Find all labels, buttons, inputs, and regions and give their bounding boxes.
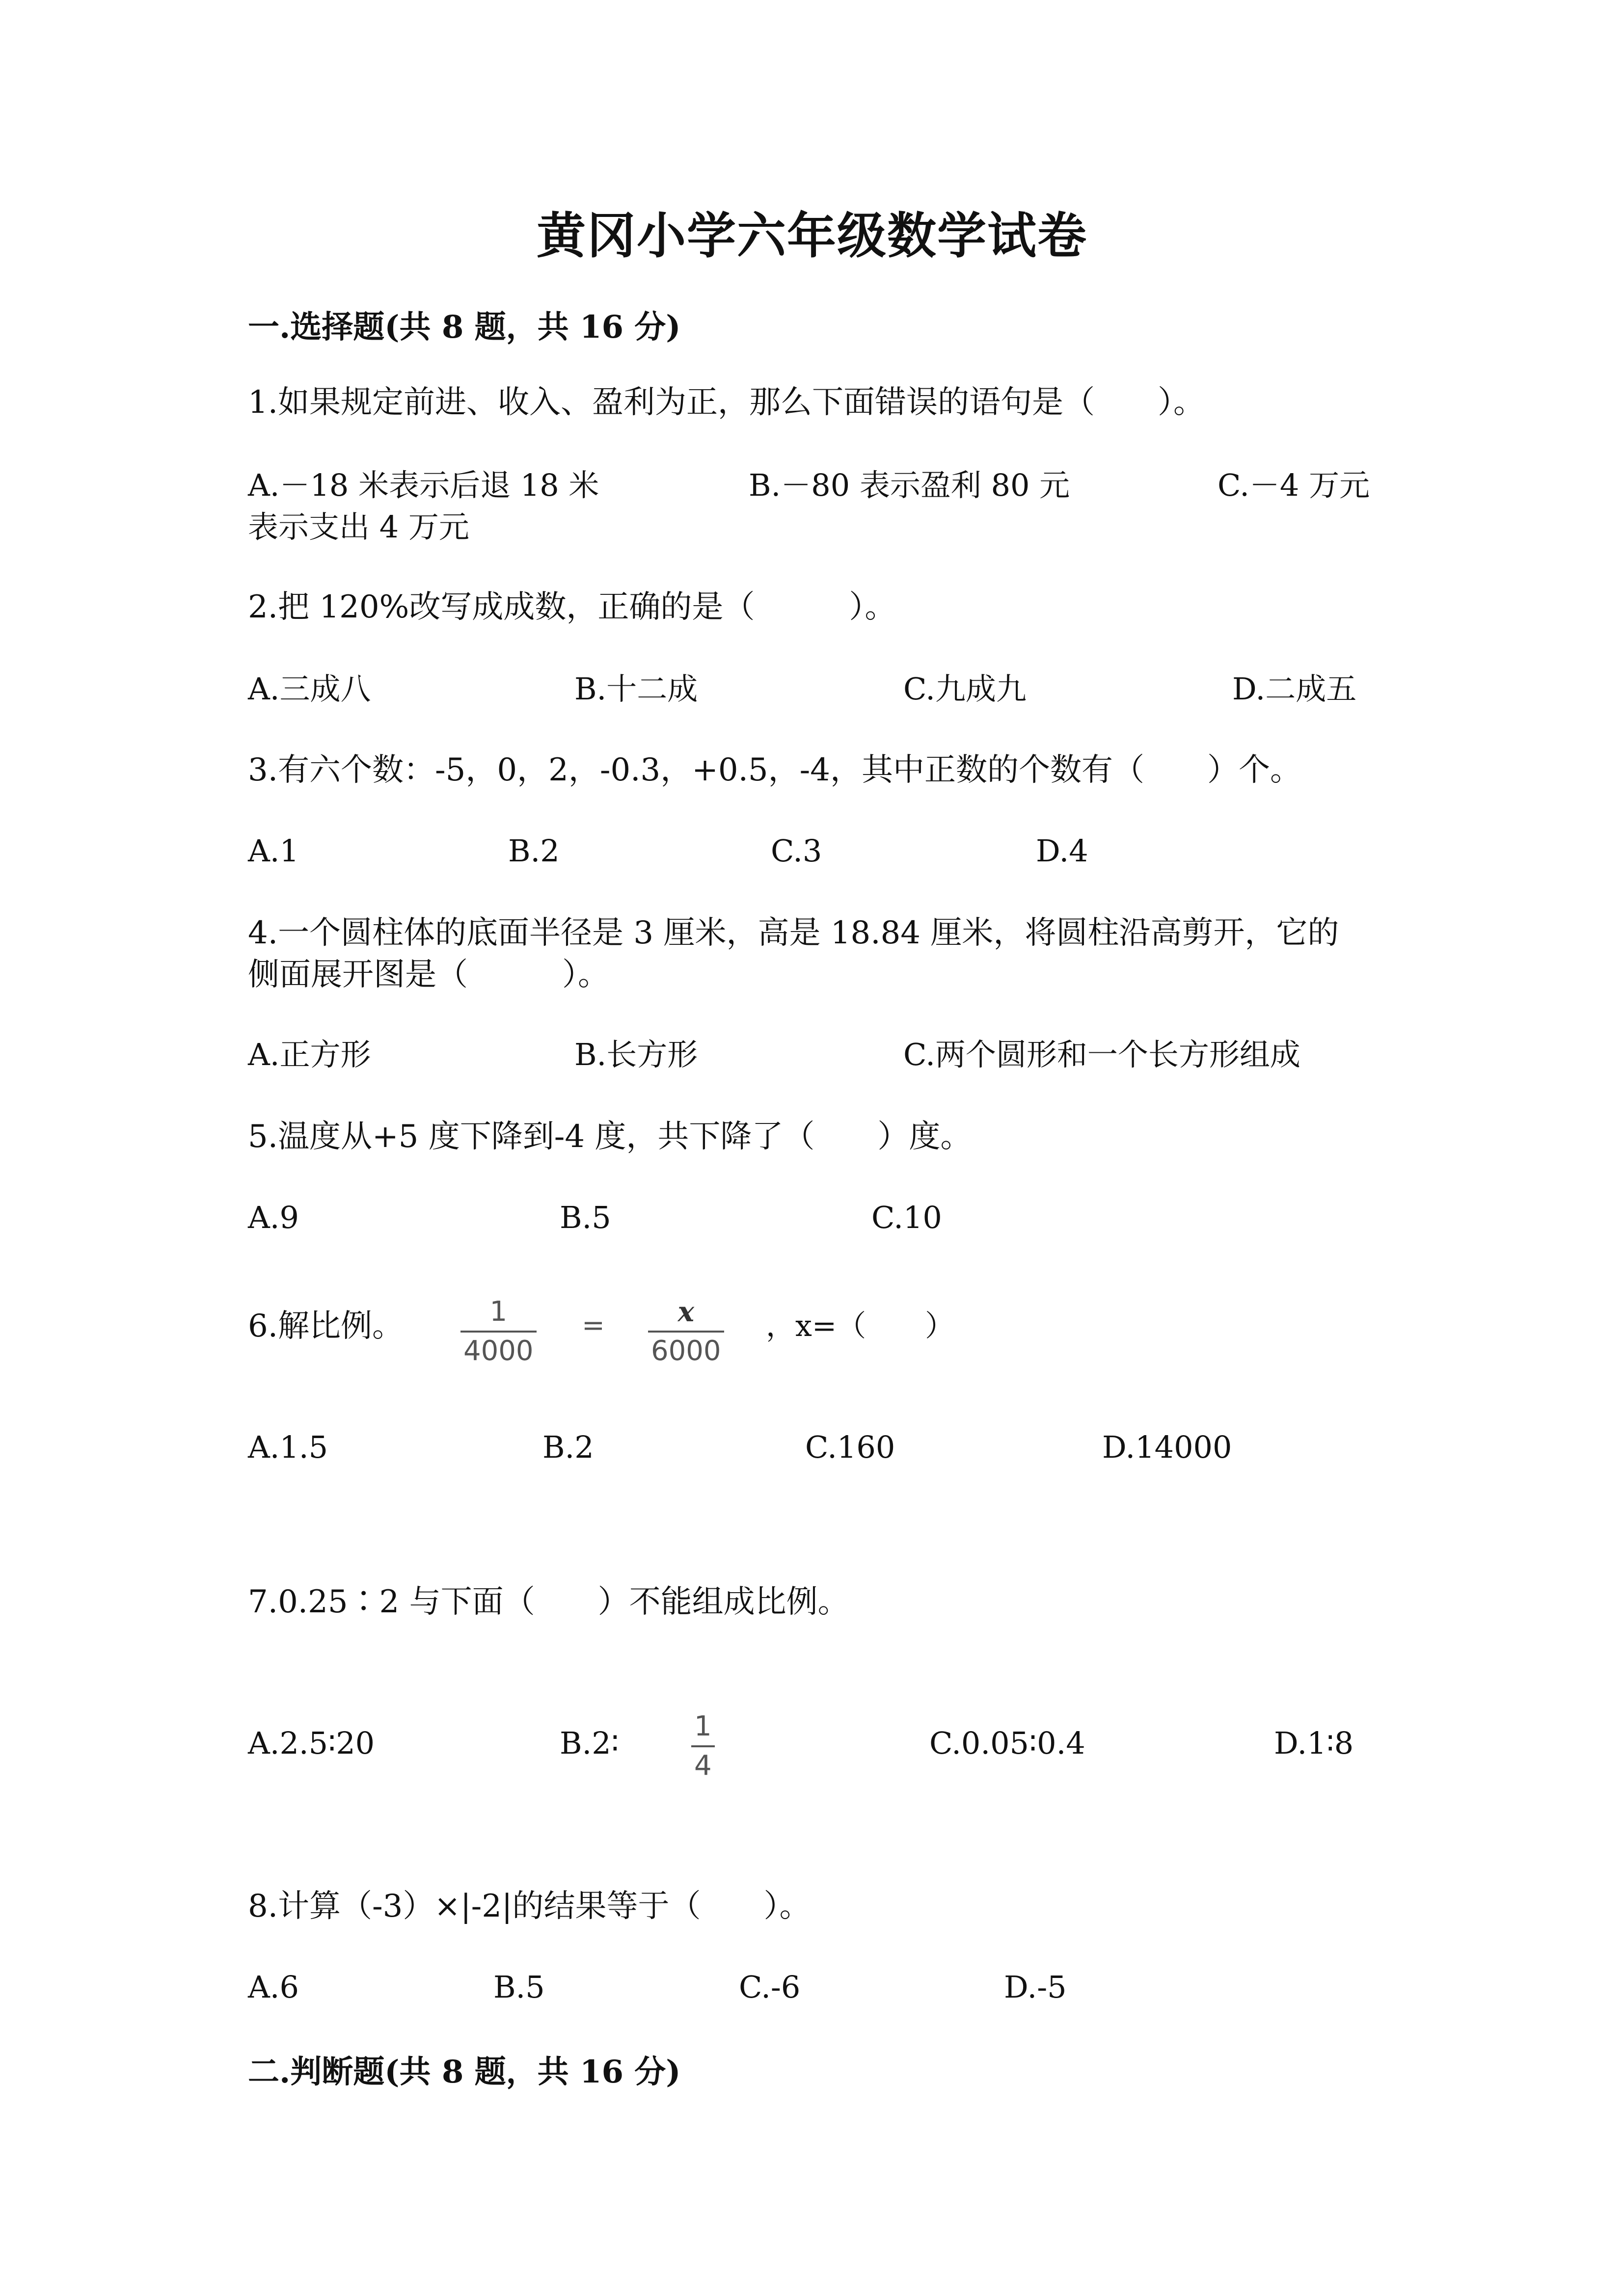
question-4-stem-line-1: 4.一个圆柱体的底面半径是 3 厘米，高是 18.84 厘米，将圆柱沿高剪开，它的 [248,915,1339,951]
question-7-option-c: C.0.05∶0.4 [929,1725,1085,1761]
question-3-option-c: C.3 [771,833,822,869]
fraction-numerator: 1 [694,1710,712,1742]
question-4-option-b: B.长方形 [574,1037,698,1072]
question-1-option-b: B.－80 表示盈利 80 元 [749,467,1070,503]
fraction-denominator: 6000 [651,1335,721,1367]
fraction-numerator: x [677,1296,694,1328]
question-6-option-d: D.14000 [1102,1429,1232,1465]
question-7-option-a: A.2.5∶20 [248,1725,375,1761]
question-2-option-b: B.十二成 [574,671,698,707]
question-6-stem: 6.解比例。 [248,1308,404,1344]
page-title: 黄冈小学六年级数学试卷 [537,207,1087,265]
question-6-option-a: A.1.5 [248,1429,328,1465]
fraction-1-over-4000 [460,1298,537,1365]
question-8-option-a: A.6 [248,1969,299,2005]
question-1-option-a: A.－18 米表示后退 18 米 [248,467,599,503]
question-4-option-a: A.正方形 [248,1037,371,1072]
fraction-denominator: 4000 [463,1335,534,1367]
question-1-option-c: C.－4 万元 [1218,467,1370,503]
question-8-option-c: C.-6 [739,1969,801,2005]
question-3-stem: 3.有六个数：-5，0，2，-0.3，+0.5，-4，其中正数的个数有（ ）个。 [248,752,1301,788]
question-1-stem: 1.如果规定前进、收入、盈利为正，那么下面错误的语句是（ ）。 [248,384,1205,421]
question-3-option-a: A.1 [248,833,299,869]
question-5-option-b: B.5 [560,1200,611,1235]
question-8-option-d: D.-5 [1004,1969,1067,2005]
question-2-option-d: D.二成五 [1232,671,1357,707]
question-7-option-b: B.2∶ [560,1725,619,1761]
question-5-option-c: C.10 [871,1200,942,1235]
question-3-option-b: B.2 [508,833,560,869]
fraction-1-over-4 [691,1710,715,1782]
question-4-stem-line-2: 侧面展开图是（ ）。 [248,957,609,993]
question-5-stem: 5.温度从+5 度下降到-4 度，共下降了（ ）度。 [248,1119,972,1155]
question-1-option-c-continued: 表示支出 4 万元 [248,509,469,545]
question-2-stem: 2.把 120%改写成成数，正确的是（ ）。 [248,589,896,625]
question-4-option-c: C.两个圆形和一个长方形组成 [903,1037,1300,1072]
question-7-option-d: D.1∶8 [1274,1725,1354,1761]
question-8-stem: 8.计算（-3）×|-2|的结果等于（ ）。 [248,1888,811,1924]
question-2-option-c: C.九成九 [903,671,1027,707]
question-6-tail: ，x=（ ） [766,1309,955,1343]
question-6-option-c: C.160 [805,1429,895,1465]
question-7-stem: 7.0.25∶2 与下面（ ）不能组成比例。 [248,1584,849,1620]
question-5-option-a: A.9 [248,1200,299,1235]
question-2-option-a: A.三成八 [248,671,371,707]
section-heading-choice: 一.选择题(共 8 题，共 16 分) [248,309,681,346]
fraction-numerator: 1 [489,1296,508,1328]
question-8-option-b: B.5 [493,1969,545,2005]
question-6-option-b: B.2 [542,1429,594,1465]
question-3-option-d: D.4 [1036,833,1088,869]
section-heading-true-false: 二.判断题(共 8 题，共 16 分) [248,2054,681,2090]
fraction-denominator: 4 [694,1750,712,1782]
equals-sign: = [582,1309,605,1341]
fraction-x-over-6000 [648,1298,724,1365]
